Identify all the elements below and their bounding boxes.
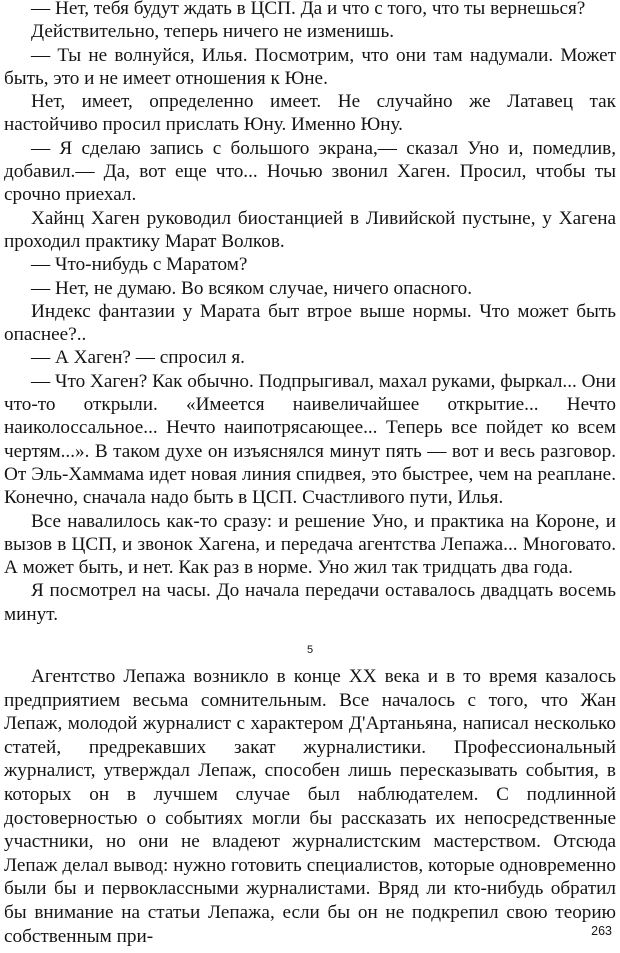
paragraph: Действительно, теперь ничего не изменишь. xyxy=(31,21,395,43)
paragraph: — Ты не волнуйся, Илья. Посмотрим, что они там надумали. Может быть, это и не имеет отношения к Юне. xyxy=(4,44,616,89)
chapter-number: 5 xyxy=(306,644,314,656)
paragraph: Агентство Лепажа возникло в конце XX века и в то время казалось предприятием весьма сомнительным. Все началось с того, что Жан Лепаж, молодой журналист с характером Д'Артаньяна, написал несколько статей, предрекавших закат журналистики. Профессиональный журналист, утверждал Лепаж, способен лишь пересказывать события, в которых он в лучшем случае был наблюдателем. С подлинной достоверностью о событиях могли бы рассказать их непосредственные участники, но они не владеют журналистским мастерством. Отсюда Лепаж делал вывод: нужно готовить специалистов, которые одновременно были бы и первоклассными журналистами. Вряд ли кто-нибудь обратил бы внимание на статьи Лепажа, если бы он не подкрепил свою теорию собственным при- xyxy=(4,666,616,947)
paragraph: Все навалилось как-то сразу: и решение Уно, и практика на Короне, и вызов в ЦСП, и звонок Хагена, и передача агентства Лепажа... Многовато. А может быть, и нет. Как раз в норме. Уно жил так тридцать два года. xyxy=(4,510,616,579)
paragraph: — Нет, не думаю. Во всяком случае, ничего опасного. xyxy=(31,277,473,299)
text-block-bottom xyxy=(4,665,616,948)
paragraph: — А Хаген? — спросил я. xyxy=(31,347,245,369)
paragraph: — Я сделаю запись с большого экрана,— сказал Уно и, помедлив, добавил.— Да, вот еще что... Ночью звонил Хаген. Просил, чтобы ты срочно приехал. xyxy=(4,137,616,206)
paragraph: — Нет, тебя будут ждать в ЦСП. Да и что с того, что ты вернешься? xyxy=(31,0,586,19)
paragraph: Нет, имеет, определенно имеет. Не случайно же Латавец так настойчиво просил прислать Юну. Именно Юну. xyxy=(4,91,616,136)
paragraph: — Что Хаген? Как обычно. Подпрыгивал, махал руками, фыркал... Они что-то открыли. «Имеется наивеличайшее открытие... Нечто наиколоссальное... Нечто наипотрясающее... Теперь все пойдет ко всем чертям...». В таком духе он изъяснялся минут пять — вот и весь разговор. От Эль-Хаммама идет новая линия спидвея, это быстрее, чем на реаплане. Конечно, сначала надо быть в ЦСП. Счастливого пути, Илья. xyxy=(4,370,617,509)
paragraph: Индекс фантазии у Марата быт втрое выше нормы. Что может быть опаснее?.. xyxy=(4,300,616,346)
paragraph: Хайнц Хаген руководил биостанцией в Ливийской пустыне, у Хагена проходил практику Марат Волков. xyxy=(4,207,616,252)
paragraph: — Что-нибудь с Маратом? xyxy=(31,254,248,276)
paragraph: Я посмотрел на часы. До начала передачи оставалось двадцать восемь минут. xyxy=(4,580,616,625)
page-number: 263 xyxy=(591,924,612,938)
text-block-top xyxy=(4,0,616,626)
